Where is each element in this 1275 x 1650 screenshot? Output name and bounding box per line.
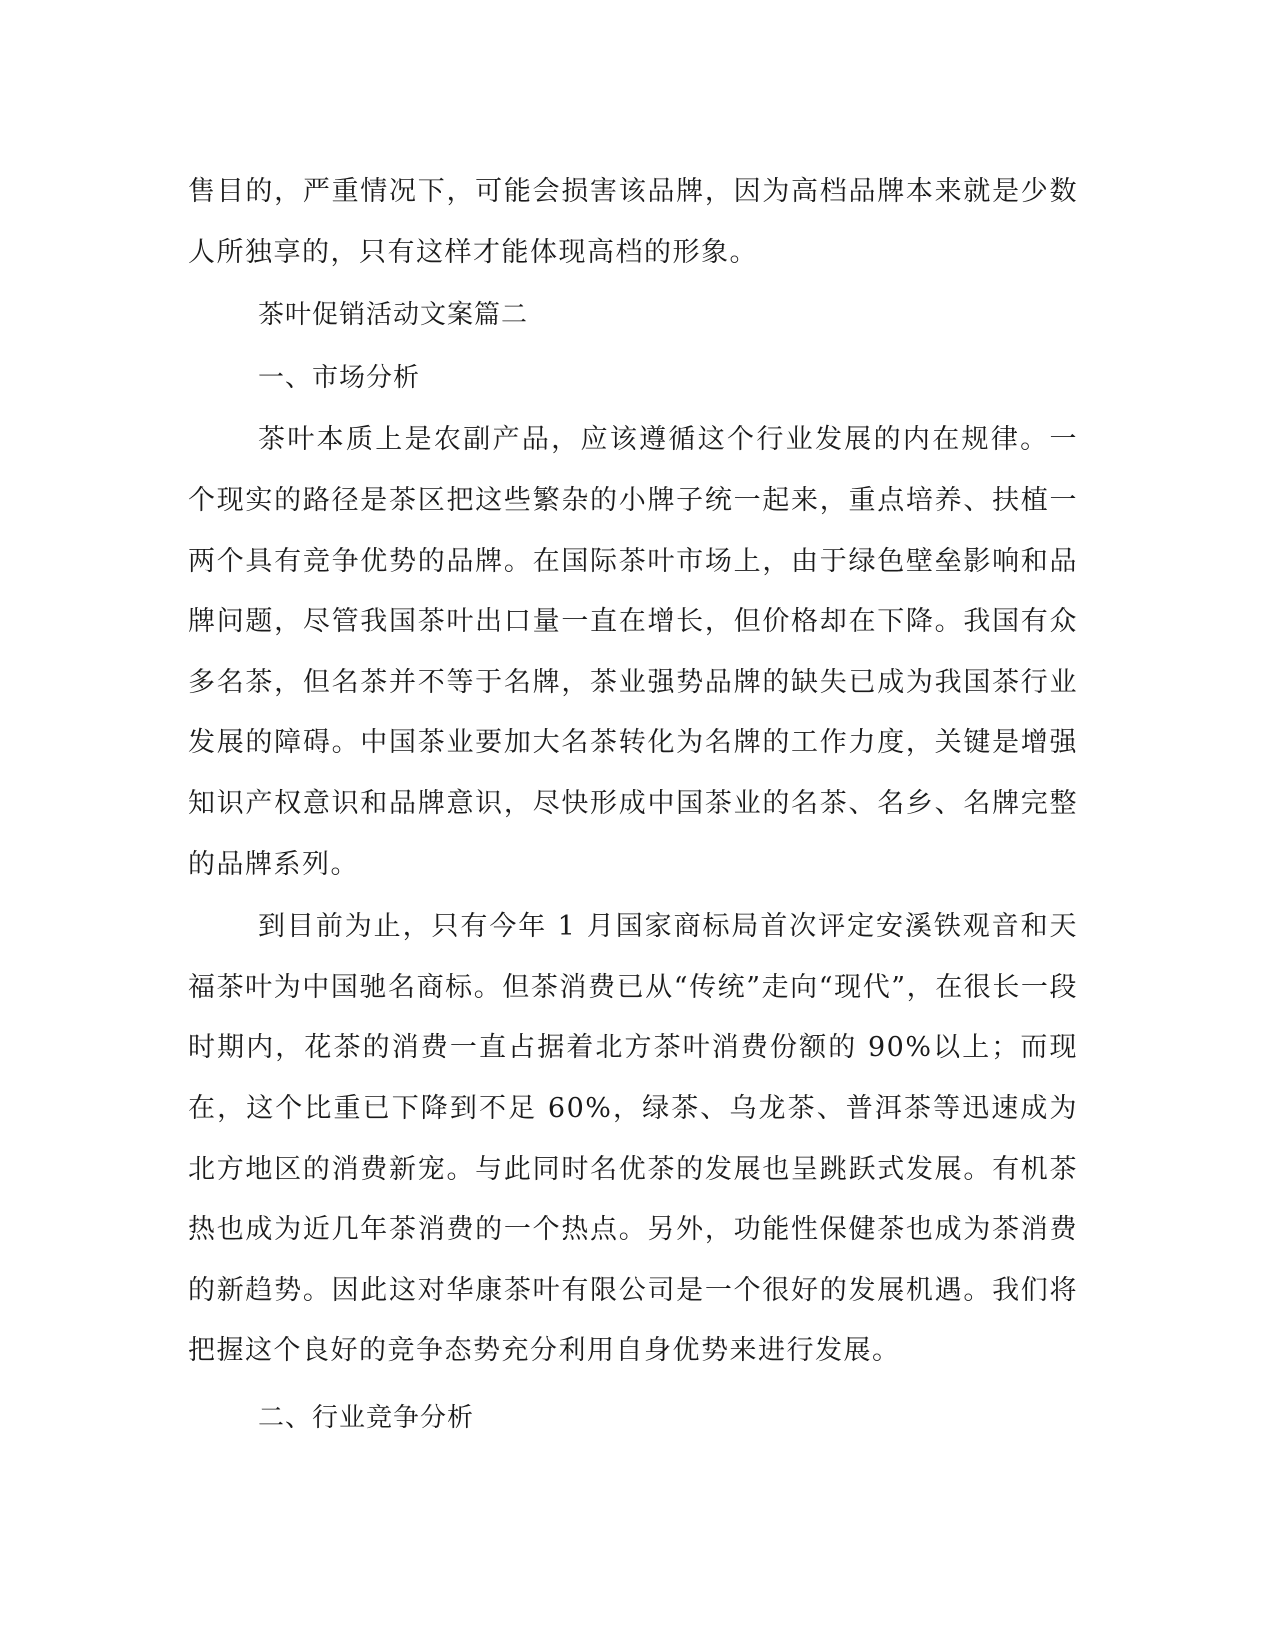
heading-industry-competition: 二、行业竞争分析 [258,1402,475,1433]
section-title: 茶叶促销活动文案篇二 [258,300,529,331]
heading-market-analysis: 一、市场分析 [258,362,421,393]
document-body [188,162,1078,1448]
body-paragraph-consumption: 到目前为止，只有今年 1 月国家商标局首次评定安溪铁观音和天福茶叶为中国驰名商标。但茶消费已从“传统”走向“现代”，在很长一段时期内，花茶的消费一直占据着北方茶叶消费份额的 90%以上；而现在，这个比重已下降到不足 60%，绿茶、乌龙茶、普洱茶等迅速成为北方地区的消费新宠。与此同时名优茶的发展也呈跳跃式发展。有机茶热也成为近几年茶消费的一个热点。另外，功能性保健茶也成为茶消费的新趋势。因此这对华康茶叶有限公司是一个很好的发展机遇。我们将把握这个良好的竞争态势充分利用自身优势来进行发展。 [188,911,1078,1367]
continuation-paragraph: 售目的，严重情况下，可能会损害该品牌，因为高档品牌本来就是少数人所独享的，只有这样才能体现高档的形象。 [188,176,1078,268]
body-paragraph-market: 茶叶本质上是农副产品，应该遵循这个行业发展的内在规律。一个现实的路径是茶区把这些繁杂的小牌子统一起来，重点培养、扶植一两个具有竞争优势的品牌。在国际茶叶市场上，由于绿色壁垒影响和品牌问题，尽管我国茶叶出口量一直在增长，但价格却在下降。我国有众多名茶，但名茶并不等于名牌，茶业强势品牌的缺失已成为我国茶行业发展的障碍。中国茶业要加大名茶转化为名牌的工作力度，关键是增强知识产权意识和品牌意识，尽快形成中国茶业的名茶、名乡、名牌完整的品牌系列。 [188,424,1078,880]
